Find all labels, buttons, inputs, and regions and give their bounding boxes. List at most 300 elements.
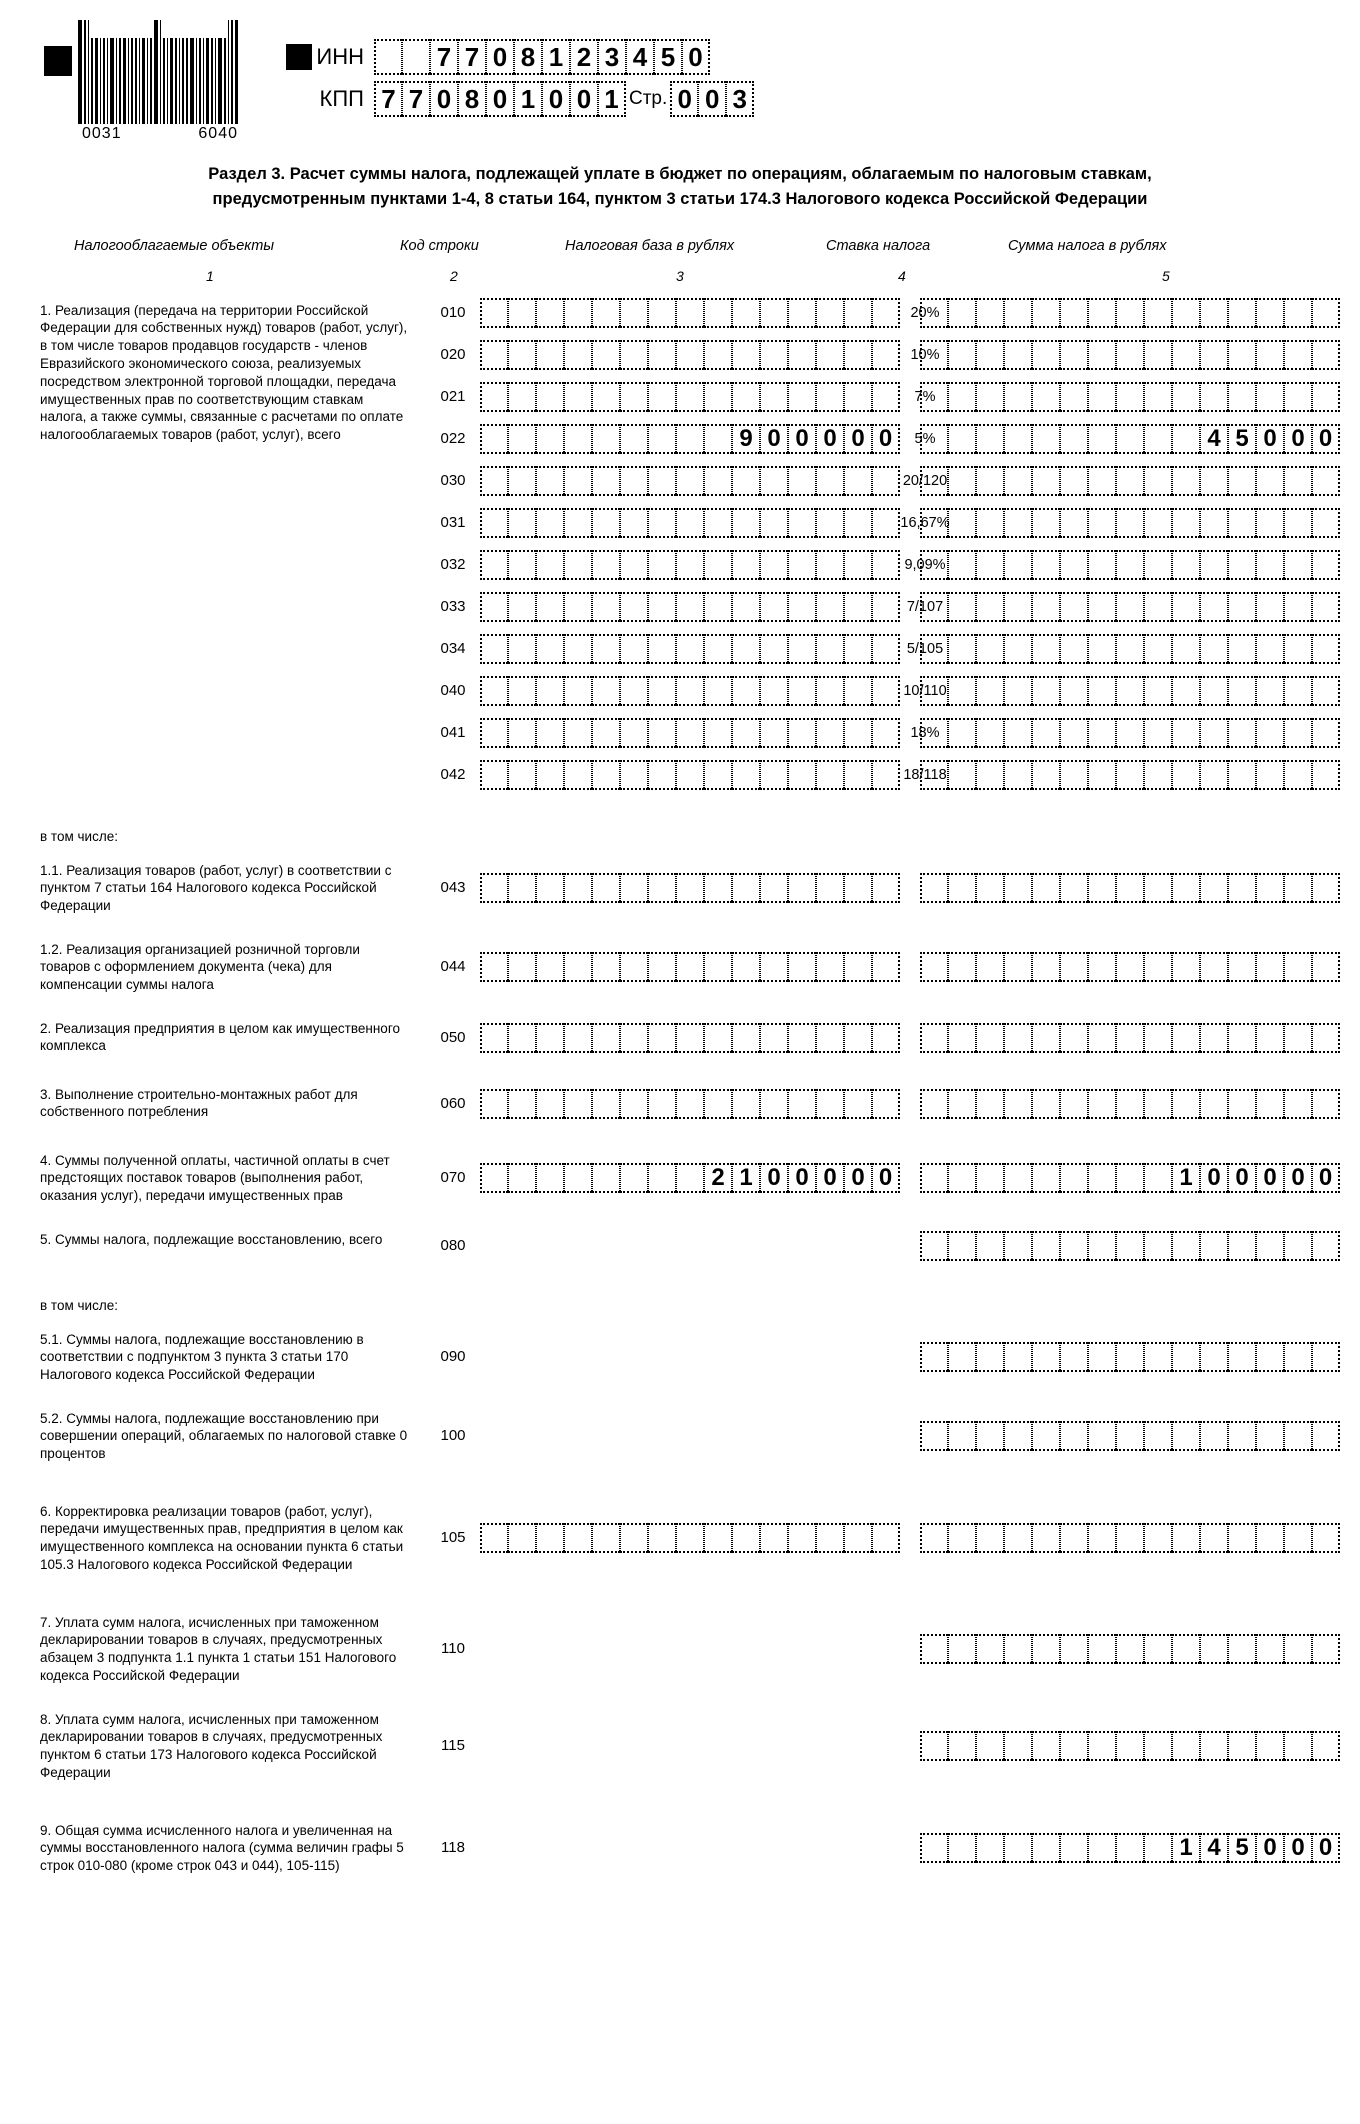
digit-cell[interactable] — [564, 676, 592, 706]
digit-cell[interactable] — [1004, 508, 1032, 538]
digit-cell[interactable] — [1060, 634, 1088, 664]
digit-cell[interactable]: 1 — [542, 39, 570, 75]
digit-cell[interactable] — [872, 760, 900, 790]
digit-cell[interactable] — [592, 298, 620, 328]
digit-cell[interactable] — [592, 508, 620, 538]
digit-cell[interactable] — [1312, 1634, 1340, 1664]
digit-cell[interactable] — [948, 1421, 976, 1451]
digit-cell[interactable] — [920, 298, 948, 328]
digit-cell[interactable]: 0 — [760, 424, 788, 454]
digit-cell[interactable] — [788, 298, 816, 328]
digit-cell[interactable] — [1060, 676, 1088, 706]
digit-cell[interactable] — [620, 424, 648, 454]
tax-base-field-020[interactable] — [480, 340, 900, 370]
digit-cell[interactable] — [1228, 340, 1256, 370]
digit-cell[interactable] — [1284, 1421, 1312, 1451]
digit-cell[interactable] — [676, 760, 704, 790]
digit-cell[interactable] — [1116, 952, 1144, 982]
digit-cell[interactable]: 0 — [1312, 1163, 1340, 1193]
digit-cell[interactable] — [480, 760, 508, 790]
digit-cell[interactable] — [1200, 1023, 1228, 1053]
digit-cell[interactable] — [536, 592, 564, 622]
digit-cell[interactable] — [1004, 382, 1032, 412]
digit-cell[interactable] — [1284, 508, 1312, 538]
digit-cell[interactable] — [872, 592, 900, 622]
digit-cell[interactable] — [648, 1089, 676, 1119]
digit-cell[interactable] — [1256, 508, 1284, 538]
digit-cell[interactable] — [976, 718, 1004, 748]
digit-cell[interactable] — [948, 592, 976, 622]
digit-cell[interactable] — [564, 873, 592, 903]
digit-cell[interactable] — [788, 592, 816, 622]
digit-cell[interactable] — [1060, 952, 1088, 982]
digit-cell[interactable] — [948, 873, 976, 903]
digit-cell[interactable] — [1200, 634, 1228, 664]
digit-cell[interactable] — [480, 634, 508, 664]
digit-cell[interactable] — [1256, 873, 1284, 903]
digit-cell[interactable] — [648, 1523, 676, 1553]
digit-cell[interactable] — [1144, 466, 1172, 496]
digit-cell[interactable] — [872, 508, 900, 538]
digit-cell[interactable] — [704, 873, 732, 903]
digit-cell[interactable] — [592, 424, 620, 454]
digit-cell[interactable] — [620, 634, 648, 664]
digit-cell[interactable] — [1312, 952, 1340, 982]
digit-cell[interactable] — [374, 39, 402, 75]
digit-cell[interactable]: 0 — [1228, 1163, 1256, 1193]
digit-cell[interactable] — [1088, 718, 1116, 748]
digit-cell[interactable] — [920, 1523, 948, 1553]
digit-cell[interactable] — [1088, 1833, 1116, 1863]
tax-sum-field-080[interactable] — [920, 1231, 1340, 1261]
digit-cell[interactable] — [1032, 298, 1060, 328]
digit-cell[interactable] — [816, 466, 844, 496]
digit-cell[interactable] — [1116, 1634, 1144, 1664]
digit-cell[interactable] — [480, 424, 508, 454]
digit-cell[interactable] — [920, 1421, 948, 1451]
digit-cell[interactable] — [1172, 1089, 1200, 1119]
digit-cell[interactable] — [732, 592, 760, 622]
digit-cell[interactable] — [1004, 676, 1032, 706]
digit-cell[interactable] — [1032, 1163, 1060, 1193]
digit-cell[interactable] — [976, 466, 1004, 496]
digit-cell[interactable] — [1256, 1231, 1284, 1261]
digit-cell[interactable] — [816, 298, 844, 328]
digit-cell[interactable] — [704, 508, 732, 538]
digit-cell[interactable] — [920, 634, 948, 664]
digit-cell[interactable] — [1200, 1089, 1228, 1119]
digit-cell[interactable] — [788, 634, 816, 664]
digit-cell[interactable] — [1004, 424, 1032, 454]
digit-cell[interactable]: 0 — [1256, 1833, 1284, 1863]
digit-cell[interactable] — [1200, 952, 1228, 982]
digit-cell[interactable] — [1228, 1731, 1256, 1761]
digit-cell[interactable]: 0 — [682, 39, 710, 75]
digit-cell[interactable] — [1228, 1231, 1256, 1261]
digit-cell[interactable] — [1144, 1523, 1172, 1553]
digit-cell[interactable]: 1 — [514, 81, 542, 117]
digit-cell[interactable] — [1116, 873, 1144, 903]
digit-cell[interactable] — [592, 634, 620, 664]
digit-cell[interactable] — [1284, 1023, 1312, 1053]
digit-cell[interactable] — [1004, 1342, 1032, 1372]
digit-cell[interactable] — [1312, 760, 1340, 790]
digit-cell[interactable] — [704, 1523, 732, 1553]
digit-cell[interactable] — [976, 1833, 1004, 1863]
digit-cell[interactable] — [816, 1023, 844, 1053]
digit-cell[interactable] — [676, 424, 704, 454]
digit-cell[interactable] — [920, 592, 948, 622]
digit-cell[interactable] — [816, 718, 844, 748]
digit-cell[interactable] — [920, 718, 948, 748]
digit-cell[interactable] — [1032, 1231, 1060, 1261]
digit-cell[interactable] — [592, 550, 620, 580]
digit-cell[interactable] — [1256, 1634, 1284, 1664]
digit-cell[interactable] — [816, 952, 844, 982]
digit-cell[interactable] — [1088, 1421, 1116, 1451]
digit-cell[interactable]: 1 — [732, 1163, 760, 1193]
digit-cell[interactable] — [788, 340, 816, 370]
digit-cell[interactable] — [920, 952, 948, 982]
digit-cell[interactable] — [648, 550, 676, 580]
tax-sum-field-030[interactable] — [920, 466, 1340, 496]
digit-cell[interactable] — [1200, 508, 1228, 538]
tax-base-field-060[interactable] — [480, 1089, 900, 1119]
digit-cell[interactable] — [1032, 873, 1060, 903]
digit-cell[interactable] — [920, 550, 948, 580]
digit-cell[interactable] — [844, 676, 872, 706]
digit-cell[interactable] — [948, 1089, 976, 1119]
digit-cell[interactable] — [1284, 1342, 1312, 1372]
digit-cell[interactable] — [1172, 1634, 1200, 1664]
digit-cell[interactable] — [1312, 1523, 1340, 1553]
digit-cell[interactable]: 2 — [704, 1163, 732, 1193]
digit-cell[interactable] — [1004, 1163, 1032, 1193]
digit-cell[interactable] — [920, 873, 948, 903]
digit-cell[interactable] — [648, 424, 676, 454]
digit-cell[interactable] — [1256, 1023, 1284, 1053]
digit-cell[interactable] — [1144, 508, 1172, 538]
digit-cell[interactable] — [732, 676, 760, 706]
digit-cell[interactable] — [620, 550, 648, 580]
digit-cell[interactable]: 0 — [570, 81, 598, 117]
digit-cell[interactable] — [704, 760, 732, 790]
digit-cell[interactable] — [1004, 760, 1032, 790]
digit-cell[interactable] — [844, 1089, 872, 1119]
digit-cell[interactable]: 0 — [788, 1163, 816, 1193]
digit-cell[interactable] — [1172, 873, 1200, 903]
digit-cell[interactable] — [816, 340, 844, 370]
digit-cell[interactable] — [536, 873, 564, 903]
digit-cell[interactable] — [592, 873, 620, 903]
digit-cell[interactable] — [844, 382, 872, 412]
digit-cell[interactable]: 8 — [514, 39, 542, 75]
digit-cell[interactable] — [816, 873, 844, 903]
digit-cell[interactable] — [1060, 1523, 1088, 1553]
digit-cell[interactable] — [1060, 760, 1088, 790]
digit-cell[interactable] — [920, 466, 948, 496]
digit-cell[interactable] — [676, 382, 704, 412]
digit-cell[interactable] — [1116, 424, 1144, 454]
digit-cell[interactable] — [732, 298, 760, 328]
digit-cell[interactable] — [760, 952, 788, 982]
digit-cell[interactable] — [1284, 1634, 1312, 1664]
digit-cell[interactable] — [1116, 298, 1144, 328]
digit-cell[interactable] — [1312, 1089, 1340, 1119]
digit-cell[interactable] — [1312, 550, 1340, 580]
digit-cell[interactable] — [1200, 382, 1228, 412]
digit-cell[interactable] — [1144, 1231, 1172, 1261]
digit-cell[interactable] — [1144, 873, 1172, 903]
digit-cell[interactable] — [1144, 760, 1172, 790]
digit-cell[interactable] — [1032, 1342, 1060, 1372]
tax-sum-field-034[interactable] — [920, 634, 1340, 664]
digit-cell[interactable] — [564, 508, 592, 538]
digit-cell[interactable] — [508, 760, 536, 790]
digit-cell[interactable] — [844, 466, 872, 496]
digit-cell[interactable] — [1088, 1634, 1116, 1664]
digit-cell[interactable] — [1200, 676, 1228, 706]
digit-cell[interactable] — [1116, 1833, 1144, 1863]
digit-cell[interactable] — [648, 466, 676, 496]
digit-cell[interactable] — [1228, 634, 1256, 664]
digit-cell[interactable] — [676, 466, 704, 496]
digit-cell[interactable] — [648, 634, 676, 664]
digit-cell[interactable] — [1256, 952, 1284, 982]
digit-cell[interactable] — [1004, 1089, 1032, 1119]
digit-cell[interactable] — [816, 634, 844, 664]
digit-cell[interactable] — [1228, 952, 1256, 982]
digit-cell[interactable] — [872, 466, 900, 496]
digit-cell[interactable] — [1284, 382, 1312, 412]
digit-cell[interactable] — [592, 592, 620, 622]
digit-cell[interactable]: 0 — [872, 424, 900, 454]
digit-cell[interactable] — [1060, 340, 1088, 370]
digit-cell[interactable] — [620, 760, 648, 790]
digit-cell[interactable] — [1172, 634, 1200, 664]
digit-cell[interactable] — [1032, 1523, 1060, 1553]
digit-cell[interactable] — [1172, 1342, 1200, 1372]
digit-cell[interactable] — [1004, 298, 1032, 328]
digit-cell[interactable] — [1088, 1231, 1116, 1261]
digit-cell[interactable] — [816, 1523, 844, 1553]
digit-cell[interactable] — [564, 466, 592, 496]
tax-base-field-041[interactable] — [480, 718, 900, 748]
digit-cell[interactable] — [508, 340, 536, 370]
digit-cell[interactable] — [508, 424, 536, 454]
digit-cell[interactable] — [1284, 298, 1312, 328]
digit-cell[interactable] — [676, 1523, 704, 1553]
digit-cell[interactable] — [1032, 1089, 1060, 1119]
digit-cell[interactable] — [872, 873, 900, 903]
digit-cell[interactable] — [1312, 634, 1340, 664]
digit-cell[interactable] — [1172, 952, 1200, 982]
digit-cell[interactable] — [1088, 466, 1116, 496]
digit-cell[interactable] — [760, 508, 788, 538]
digit-cell[interactable] — [480, 1089, 508, 1119]
digit-cell[interactable] — [480, 676, 508, 706]
digit-cell[interactable] — [704, 466, 732, 496]
digit-cell[interactable] — [1312, 1731, 1340, 1761]
digit-cell[interactable] — [648, 508, 676, 538]
digit-cell[interactable] — [508, 550, 536, 580]
page-number-field[interactable] — [670, 81, 754, 117]
digit-cell[interactable] — [1172, 1023, 1200, 1053]
digit-cell[interactable] — [564, 1089, 592, 1119]
digit-cell[interactable] — [1088, 508, 1116, 538]
digit-cell[interactable] — [788, 1089, 816, 1119]
digit-cell[interactable] — [704, 718, 732, 748]
digit-cell[interactable] — [536, 952, 564, 982]
digit-cell[interactable]: 0 — [844, 1163, 872, 1193]
digit-cell[interactable] — [704, 676, 732, 706]
tax-base-field-010[interactable] — [480, 298, 900, 328]
digit-cell[interactable] — [816, 676, 844, 706]
digit-cell[interactable] — [920, 508, 948, 538]
digit-cell[interactable] — [676, 550, 704, 580]
digit-cell[interactable] — [1256, 676, 1284, 706]
digit-cell[interactable] — [1088, 1731, 1116, 1761]
digit-cell[interactable] — [1312, 508, 1340, 538]
digit-cell[interactable] — [1228, 676, 1256, 706]
digit-cell[interactable] — [976, 340, 1004, 370]
tax-base-field-044[interactable] — [480, 952, 900, 982]
digit-cell[interactable] — [508, 952, 536, 982]
digit-cell[interactable] — [844, 760, 872, 790]
digit-cell[interactable] — [920, 1163, 948, 1193]
digit-cell[interactable] — [1088, 382, 1116, 412]
digit-cell[interactable] — [536, 1023, 564, 1053]
digit-cell[interactable] — [1172, 1231, 1200, 1261]
digit-cell[interactable] — [844, 718, 872, 748]
digit-cell[interactable] — [976, 424, 1004, 454]
digit-cell[interactable]: 0 — [430, 81, 458, 117]
digit-cell[interactable] — [948, 760, 976, 790]
digit-cell[interactable] — [1116, 508, 1144, 538]
digit-cell[interactable] — [920, 382, 948, 412]
digit-cell[interactable] — [1004, 718, 1032, 748]
digit-cell[interactable] — [872, 676, 900, 706]
digit-cell[interactable] — [1284, 1731, 1312, 1761]
digit-cell[interactable] — [872, 340, 900, 370]
digit-cell[interactable] — [1004, 873, 1032, 903]
digit-cell[interactable]: 8 — [458, 81, 486, 117]
digit-cell[interactable] — [732, 1089, 760, 1119]
digit-cell[interactable] — [1144, 340, 1172, 370]
digit-cell[interactable] — [788, 466, 816, 496]
digit-cell[interactable] — [1116, 1731, 1144, 1761]
digit-cell[interactable] — [1032, 508, 1060, 538]
digit-cell[interactable] — [948, 718, 976, 748]
tax-sum-field-115[interactable] — [920, 1731, 1340, 1761]
digit-cell[interactable] — [1060, 1023, 1088, 1053]
digit-cell[interactable]: 7 — [374, 81, 402, 117]
digit-cell[interactable] — [872, 298, 900, 328]
digit-cell[interactable] — [1060, 382, 1088, 412]
digit-cell[interactable] — [508, 873, 536, 903]
digit-cell[interactable] — [948, 508, 976, 538]
tax-sum-field-050[interactable] — [920, 1023, 1340, 1053]
digit-cell[interactable] — [676, 718, 704, 748]
digit-cell[interactable] — [948, 340, 976, 370]
digit-cell[interactable] — [948, 1342, 976, 1372]
digit-cell[interactable] — [676, 676, 704, 706]
digit-cell[interactable] — [1116, 550, 1144, 580]
digit-cell[interactable] — [1060, 1421, 1088, 1451]
digit-cell[interactable] — [948, 298, 976, 328]
digit-cell[interactable] — [1004, 1421, 1032, 1451]
digit-cell[interactable]: 4 — [626, 39, 654, 75]
digit-cell[interactable] — [620, 340, 648, 370]
digit-cell[interactable]: 0 — [542, 81, 570, 117]
digit-cell[interactable] — [760, 634, 788, 664]
digit-cell[interactable] — [1256, 760, 1284, 790]
digit-cell[interactable] — [1144, 1421, 1172, 1451]
digit-cell[interactable] — [920, 1089, 948, 1119]
digit-cell[interactable]: 1 — [598, 81, 626, 117]
digit-cell[interactable] — [620, 1089, 648, 1119]
digit-cell[interactable] — [1228, 1342, 1256, 1372]
digit-cell[interactable] — [1032, 1731, 1060, 1761]
digit-cell[interactable] — [620, 952, 648, 982]
digit-cell[interactable] — [760, 466, 788, 496]
digit-cell[interactable] — [592, 1023, 620, 1053]
digit-cell[interactable] — [920, 1731, 948, 1761]
digit-cell[interactable] — [1088, 634, 1116, 664]
digit-cell[interactable] — [788, 718, 816, 748]
digit-cell[interactable] — [788, 508, 816, 538]
digit-cell[interactable]: 0 — [1284, 1833, 1312, 1863]
digit-cell[interactable] — [1116, 1163, 1144, 1193]
digit-cell[interactable] — [536, 676, 564, 706]
digit-cell[interactable]: 0 — [1312, 1833, 1340, 1863]
digit-cell[interactable]: 4 — [1200, 1833, 1228, 1863]
digit-cell[interactable]: 0 — [486, 81, 514, 117]
tax-base-field-033[interactable] — [480, 592, 900, 622]
digit-cell[interactable] — [1256, 592, 1284, 622]
digit-cell[interactable] — [948, 1731, 976, 1761]
digit-cell[interactable] — [1060, 1163, 1088, 1193]
digit-cell[interactable] — [976, 1023, 1004, 1053]
digit-cell[interactable]: 2 — [570, 39, 598, 75]
digit-cell[interactable] — [1172, 1731, 1200, 1761]
tax-sum-field-060[interactable] — [920, 1089, 1340, 1119]
digit-cell[interactable] — [976, 873, 1004, 903]
digit-cell[interactable] — [732, 760, 760, 790]
digit-cell[interactable] — [676, 873, 704, 903]
digit-cell[interactable] — [1144, 550, 1172, 580]
digit-cell[interactable] — [1256, 1523, 1284, 1553]
digit-cell[interactable] — [508, 676, 536, 706]
digit-cell[interactable] — [1228, 1634, 1256, 1664]
tax-sum-field-118[interactable] — [920, 1833, 1340, 1863]
digit-cell[interactable] — [480, 508, 508, 538]
digit-cell[interactable] — [976, 1634, 1004, 1664]
digit-cell[interactable] — [1312, 382, 1340, 412]
digit-cell[interactable] — [648, 592, 676, 622]
digit-cell[interactable] — [648, 1023, 676, 1053]
digit-cell[interactable] — [1116, 592, 1144, 622]
digit-cell[interactable] — [648, 952, 676, 982]
digit-cell[interactable] — [1200, 298, 1228, 328]
digit-cell[interactable] — [1004, 466, 1032, 496]
digit-cell[interactable] — [1116, 634, 1144, 664]
digit-cell[interactable] — [760, 382, 788, 412]
digit-cell[interactable] — [1004, 1833, 1032, 1863]
digit-cell[interactable] — [480, 592, 508, 622]
digit-cell[interactable] — [508, 718, 536, 748]
digit-cell[interactable] — [508, 466, 536, 496]
